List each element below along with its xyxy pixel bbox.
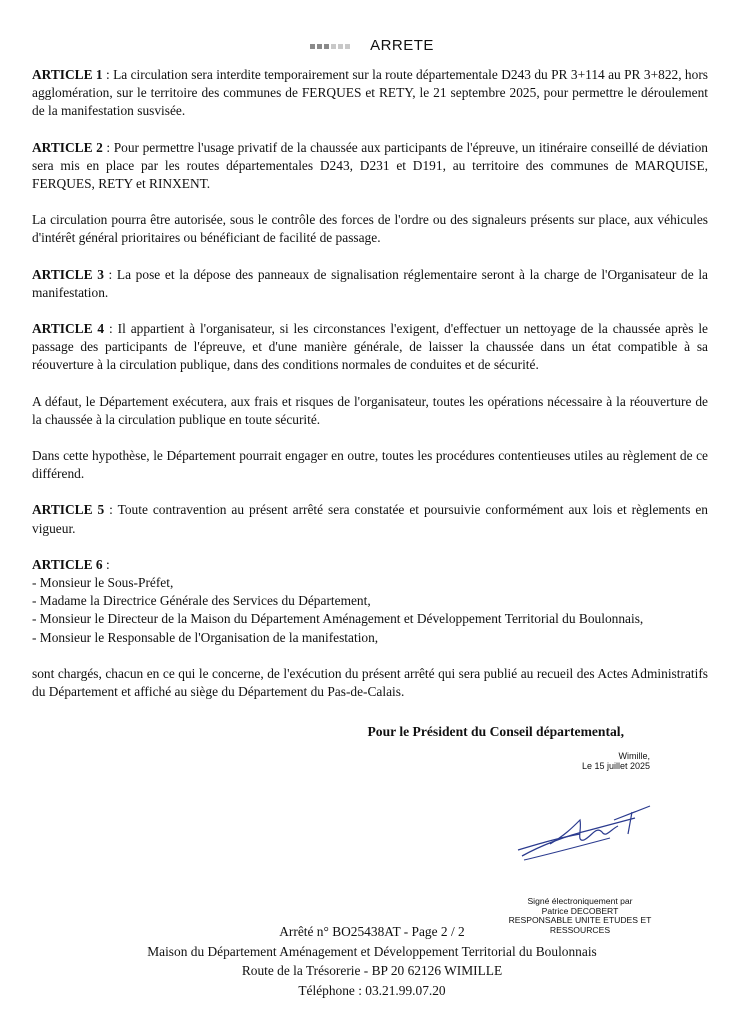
list-item: - Madame la Directrice Générale des Services du Département, [32,593,371,609]
handwritten-signature [510,800,660,870]
esign-line: Signé électroniquement par [527,896,633,906]
esign-name: Patrice DECOBERT [541,905,619,916]
article-2 [32,139,708,194]
article-5-label: ARTICLE 5 [32,502,105,518]
signature-place: Wimille, [618,751,650,761]
page-footer [0,922,744,1000]
article-4-label: ARTICLE 4 [32,321,105,337]
article-2-paragraph: La circulation pourra être autorisée, sous le contrôle des forces de l'ordre ou des signaleurs présents sur place, aux véhicules d'intérêt général prioritaires ou bénéficiant de facilité de passage. [32,212,708,246]
article-1-label: ARTICLE 1 [32,67,103,82]
article-6-text: : [102,556,110,572]
document-body [32,66,708,719]
closing-paragraph: sont chargés, chacun en ce qui le concerne, de l'exécution du présent arrêté qui sera publié au recueil des Actes Administratifs du Département et affiché au siège du Département du Pas-de-Calais. [32,665,708,700]
esign-role: RESPONSABLE UNITE ETUDES ET RESSOURCES [508,915,652,935]
article-4 [32,320,708,375]
article-2-label: ARTICLE 2 [32,139,103,155]
article-3-label: ARTICLE 3 [32,266,104,282]
list-item: - Monsieur le Directeur de la Maison du Département Aménagement et Développement Territorial du Boulonnais, [32,611,644,627]
page-title: ARRETE [370,36,434,54]
signature-heading: Pour le Président du Conseil départemental, [367,724,624,739]
footer-organization: Maison du Département Aménagement et Développement Territorial du Boulonnais [147,943,597,959]
article-5-text: : Toute contravention au présent arrêté sera constatée et poursuivie conformément aux lois et règlements en vigueur. [32,502,708,536]
article-4-paragraph-1: A défaut, le Département exécutera, aux frais et risques de l'organisateur, toutes les opérations nécessaire à la réouverture de la chaussée à la circulation publique en toute sécurité. [32,393,708,427]
article-4-text: : Il appartient à l'organisateur, si les circonstances l'exigent, d'effectuer un nettoyage de la chaussée après le passage des participants de l'épreuve, et d'une manière générale, de laisser la chaussée dans un état compatible à sa réouverture à la circulation publique, dans des conditions normales de conduites et de sécurité. [32,321,708,373]
place-date [520,751,650,771]
article-6-heading [32,556,708,574]
footer-address: Route de la Trésorerie - BP 20 62126 WIMILLE [241,963,503,978]
footer-reference: Arrêté n° BO25438AT - Page 2 / 2 [279,924,465,939]
title-decoration [310,36,352,54]
footer-phone: Téléphone : 03.21.99.07.20 [298,982,446,998]
article-3 [32,266,708,302]
article-2-text: : Pour permettre l'usage privatif de la chaussée aux participants de l'épreuve, un itinéraire conseillé de déviation sera mis en place par les routes départementales D243, D231 et D191, au territoire des communes de MARQUISE, FERQUES, RETY et RINXENT. [32,139,708,192]
article-6-label: ARTICLE 6 [32,556,103,572]
article-6 [32,556,708,647]
article-1 [32,66,708,121]
article-1-text: : La circulation sera interdite temporairement sur la route départementale D243 du PR 3+114 au PR 3+822, hors agglomération, sur le territoire des communes de FERQUES et RETY, le 21 septembre 2025, pour permettre le déroulement de la manifestation susvisée. [32,67,708,119]
article-3-text: : La pose et la dépose des panneaux de signalisation réglementaire seront à la charge de l'Organisateur de la manifestation. [32,266,708,300]
list-item: - Monsieur le Sous-Préfet, [32,575,174,591]
article-4-paragraph-2: Dans cette hypothèse, le Département pourrait engager en outre, toutes les procédures contentieuses utiles au règlement de ce différend. [32,448,708,482]
signature-date: Le 15 juillet 2025 [581,761,650,771]
title-row [0,36,744,54]
list-item: - Monsieur le Responsable de l'Organisation de la manifestation, [32,629,379,645]
article-5 [32,501,708,537]
